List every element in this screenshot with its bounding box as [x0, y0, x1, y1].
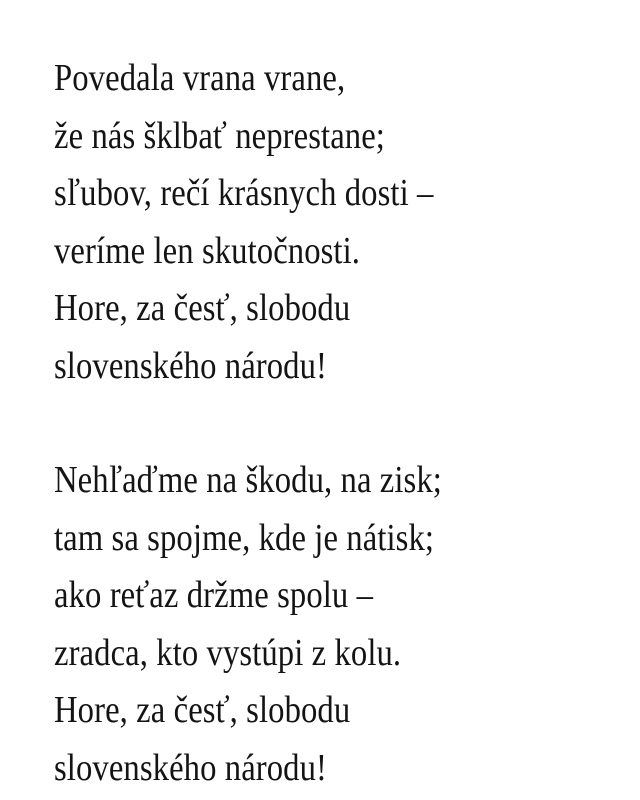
- poem-line: Nehľaďme na škodu, na zisk;: [54, 459, 442, 501]
- poem-line: sľubov, rečí krásnych dosti –: [54, 172, 434, 214]
- poem-line: že nás šklbať neprestane;: [54, 114, 385, 157]
- poem-line: ako reťaz držme spolu –: [54, 574, 374, 616]
- refrain-line: slovenského národu!: [54, 746, 328, 789]
- poem-line: Povedala vrana vrane,: [54, 57, 346, 99]
- refrain-line: Hore, za česť, slobodu: [54, 689, 351, 731]
- stanza-2: [54, 452, 544, 797]
- poem-line: veríme len skutočnosti.: [54, 229, 361, 272]
- poem-line: zradca, kto vystúpi z kolu.: [54, 631, 402, 674]
- stanza-1: [54, 50, 544, 395]
- poem-line: tam sa spojme, kde je nátisk;: [54, 516, 435, 559]
- refrain-line: slovenského národu!: [54, 344, 328, 387]
- refrain-line: Hore, za česť, slobodu: [54, 287, 351, 329]
- poem-text: [54, 50, 544, 797]
